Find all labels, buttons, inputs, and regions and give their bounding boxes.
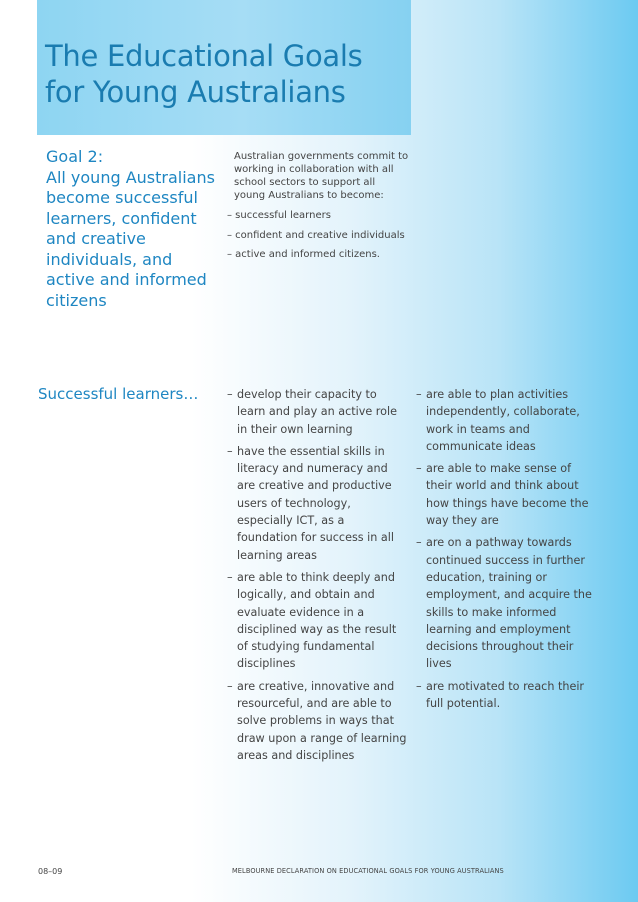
bullet-item xyxy=(227,569,407,673)
bullet-dash: – xyxy=(227,679,233,693)
bullet-item xyxy=(416,386,598,455)
bullet-item xyxy=(227,678,407,764)
goal-intro: Australian governments commit to working in collaboration with all school sectors to support all young Australians to become: xyxy=(234,151,409,201)
bullet-dash: – xyxy=(416,462,422,476)
bullet-text: are on a pathway towards continued success in further education, training or employment, and acquire the skills to make informed learning and employment decisions throughout their lives xyxy=(426,536,592,671)
bullet-text: are motivated to reach their full potential. xyxy=(426,679,585,711)
bullet-text: are creative, innovative and resourceful, and are able to solve problems in ways that draw upon a range of learning areas and disciplines xyxy=(237,679,407,762)
goal-list-item: – active and informed citizens. xyxy=(227,249,380,260)
bullet-item xyxy=(416,460,598,529)
goal-list-item: – confident and creative individuals xyxy=(227,229,405,241)
bullet-dash: – xyxy=(416,536,422,550)
bullet-item xyxy=(416,534,598,672)
bullet-text: are able to think deeply and logically, and obtain and evaluate evidence in a disciplined way as the result of studying fundamental disciplines xyxy=(237,570,397,671)
bullet-item xyxy=(227,443,407,564)
page-title: The Educational Goals for Young Australians xyxy=(45,39,363,109)
bullet-column-1 xyxy=(227,386,407,769)
page-number: 08–09 xyxy=(38,867,63,876)
bullet-text: have the essential skills in literacy and numeracy and are creative and productive users of technology, especially ICT, as a foundation for success in all learning areas xyxy=(237,444,394,562)
bullet-text: are able to plan activities independently, collaborate, work in teams and communicate ideas xyxy=(426,388,580,453)
goal-list-item: – successful learners xyxy=(227,210,331,221)
bullet-dash: – xyxy=(227,570,233,584)
section-heading: Successful learners… xyxy=(38,385,199,403)
goal-list xyxy=(227,209,405,268)
footer-title: MELBOURNE DECLARATION ON EDUCATIONAL GOALS FOR YOUNG AUSTRALIANS xyxy=(232,867,504,875)
bullet-text: are able to make sense of their world and think about how things have become the way they are xyxy=(426,462,589,528)
bullet-item xyxy=(416,678,598,713)
bullet-column-2 xyxy=(416,386,598,717)
bullet-dash: – xyxy=(416,679,422,693)
goal-heading: Goal 2: All young Australians become successful learners, confident and creative individuals, and active and informed citizens xyxy=(46,147,215,310)
bullet-dash: – xyxy=(416,388,422,401)
bullet-dash: – xyxy=(227,388,233,401)
bullet-item xyxy=(227,386,407,438)
bullet-text: develop their capacity to learn and play an active role in their own learning xyxy=(237,388,397,436)
bullet-dash: – xyxy=(227,444,233,458)
